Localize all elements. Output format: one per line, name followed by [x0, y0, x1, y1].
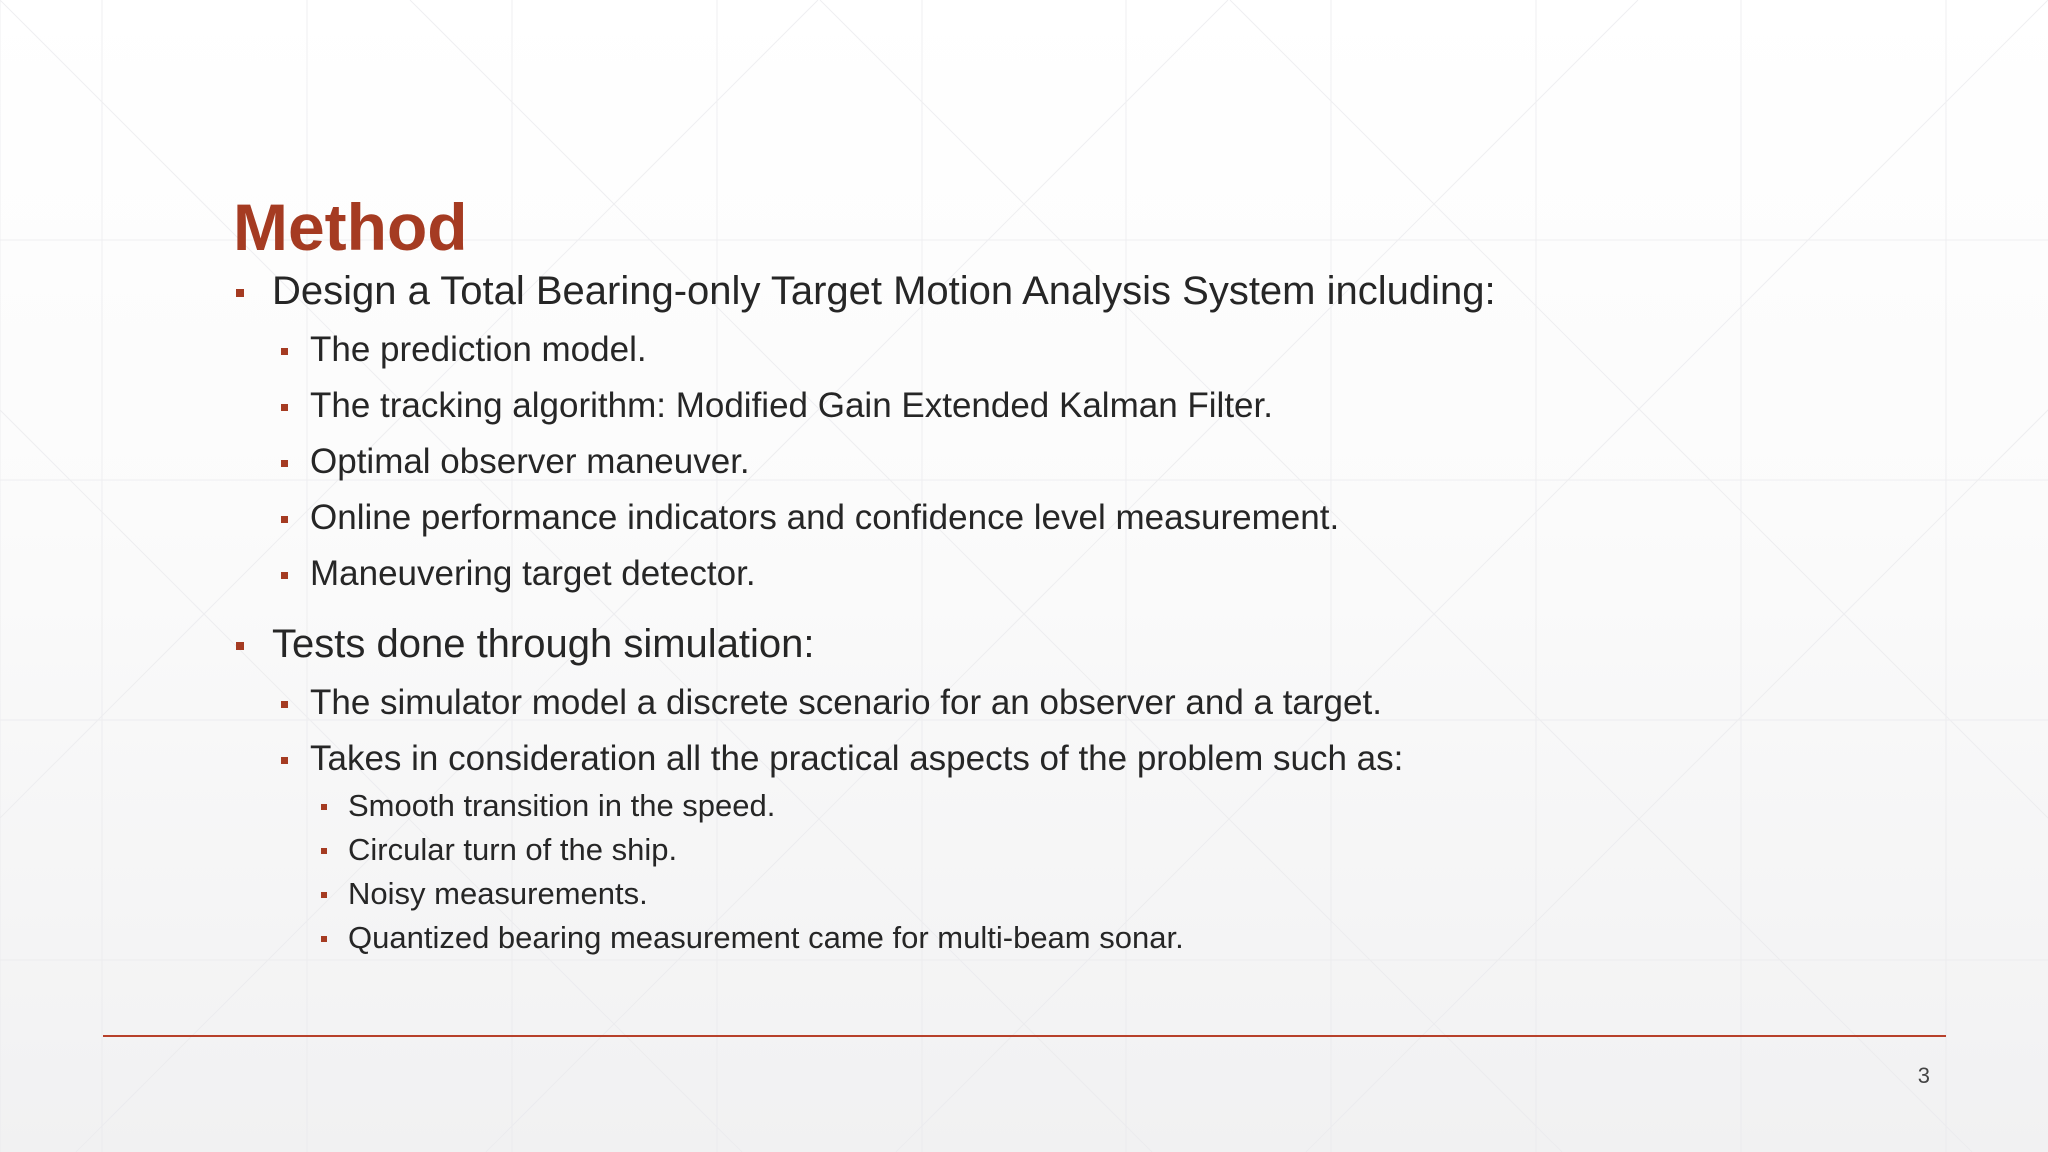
page-number: 3	[1917, 1063, 1930, 1088]
bullet-text: Maneuvering target detector.	[310, 554, 756, 593]
bullet-marker	[281, 348, 288, 355]
bullet-text: The tracking algorithm: Modified Gain Extended Kalman Filter.	[310, 386, 1273, 425]
bullet-text: Online performance indicators and confidence level measurement.	[310, 498, 1340, 537]
bullet-marker	[321, 848, 327, 854]
bullet-marker	[281, 572, 288, 579]
bullet-marker	[281, 757, 288, 764]
bullet-marker	[321, 892, 327, 898]
bullet-text: Design a Total Bearing-only Target Motion Analysis System including:	[272, 269, 1496, 313]
bullet-text: Optimal observer maneuver.	[310, 442, 750, 481]
bullet-marker	[281, 404, 288, 411]
bullet-marker	[321, 804, 327, 810]
bullet-text: The prediction model.	[310, 330, 647, 369]
bullet-text: Tests done through simulation:	[272, 622, 815, 666]
bullet-text: Smooth transition in the speed.	[348, 788, 776, 823]
footer-divider	[103, 1035, 1946, 1037]
bullet-text: Circular turn of the ship.	[348, 832, 678, 867]
slide-title: Method	[233, 190, 468, 264]
bullet-marker	[236, 289, 244, 297]
bullet-marker	[281, 460, 288, 467]
bullet-marker	[236, 642, 244, 650]
bullet-marker	[281, 701, 288, 708]
bullet-marker	[281, 516, 288, 523]
bullet-text: Takes in consideration all the practical aspects of the problem such as:	[310, 739, 1404, 778]
bullet-text: Noisy measurements.	[348, 876, 648, 911]
bullet-marker	[321, 936, 327, 942]
bullet-text: The simulator model a discrete scenario for an observer and a target.	[310, 683, 1382, 722]
bullet-text: Quantized bearing measurement came for multi-beam sonar.	[348, 920, 1184, 955]
